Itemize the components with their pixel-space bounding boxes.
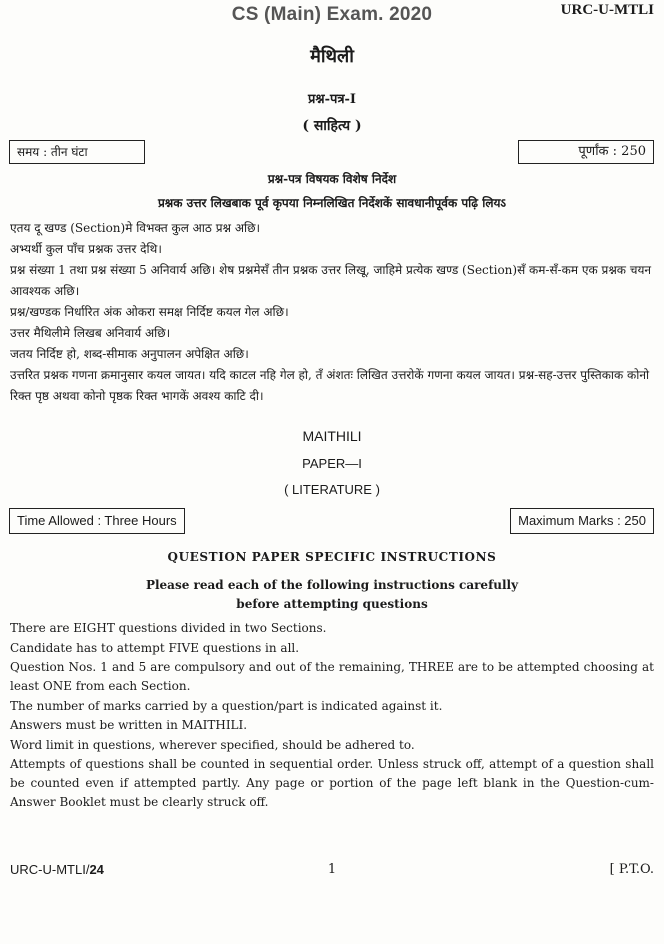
hindi-instructions-subheading: प्रश्नक उत्तर लिखबाक पूर्व कृपया निम्नलिखित निर्देशकें सावधानीपूर्वक पढ़ि लियऽ bbox=[157, 196, 507, 210]
list-item: प्रश्न/खण्डक निर्धारित अंक ओकरा समक्ष निर्दिष्ट कयल गेल अछि। bbox=[10, 305, 289, 319]
english-instructions-heading: QUESTION PAPER SPECIFIC INSTRUCTIONS bbox=[167, 550, 497, 564]
list-item: उत्तर मैथिलीमे लिखब अनिवार्य अछि। bbox=[10, 326, 171, 340]
list-item: Word limit in questions, wherever specified, should be adhered to. bbox=[10, 737, 415, 752]
english-title: MAITHILI bbox=[302, 428, 362, 444]
subheading-line-1: Please read each of the following instructions carefully bbox=[145, 578, 519, 592]
exam-title: CS (Main) Exam. 2020 bbox=[231, 4, 433, 25]
english-time-box: Time Allowed : Three Hours bbox=[9, 508, 185, 534]
list-item: There are EIGHT questions divided in two Sections. bbox=[10, 621, 327, 635]
page-number: 1 bbox=[327, 862, 337, 877]
list-item: Attempts of questions shall be counted in sequential order. Unless struck off, attempt of a question shall be counted even if attempted partly. Any page or portion of the page left blank in the Question-cum-Answer Booklet must be clearly struck off. bbox=[10, 757, 654, 809]
paper-code-top: URC-U-MTLI bbox=[560, 2, 654, 18]
hindi-time-box: समय : तीन घंटा bbox=[9, 140, 145, 164]
footer-code-number: 24 bbox=[89, 862, 104, 877]
hindi-paper: प्रश्न-पत्र-I bbox=[307, 92, 357, 107]
english-instructions-subheading bbox=[0, 576, 664, 614]
subheading-line-2: before attempting questions bbox=[236, 597, 428, 611]
list-item: अभ्यर्थी कुल पाँच प्रश्नक उत्तर देथि। bbox=[10, 242, 162, 256]
list-item: एतय दू खण्ड (Section)मे विभक्त कुल आठ प्रश्न अछि। bbox=[10, 221, 261, 235]
footer-code-prefix: URC-U-MTLI/ bbox=[10, 862, 90, 877]
list-item: Answers must be written in MAITHILI. bbox=[10, 718, 248, 732]
list-item: Question Nos. 1 and 5 are compulsory and out of the remaining, THREE are to be attempted choosing at least ONE from each Section. bbox=[10, 660, 654, 693]
english-marks-box: Maximum Marks : 250 bbox=[510, 508, 654, 534]
english-subject: ( LITERATURE ) bbox=[284, 482, 380, 497]
hindi-instructions-list bbox=[10, 218, 654, 407]
hindi-subject: ( साहित्य ) bbox=[302, 118, 362, 134]
english-paper: PAPER—I bbox=[302, 456, 362, 471]
hindi-title: मैथिली bbox=[310, 46, 354, 67]
hindi-marks-box: पूर्णांक : 250 bbox=[518, 140, 654, 164]
list-item: Candidate has to attempt FIVE questions in all. bbox=[10, 640, 300, 655]
list-item: The number of marks carried by a question/part is indicated against it. bbox=[10, 698, 443, 713]
pto-label: [ P.T.O. bbox=[609, 862, 654, 877]
english-instructions-list bbox=[10, 619, 654, 813]
list-item: जतय निर्दिष्ट हो, शब्द-सीमाक अनुपालन अपेक्षित अछि। bbox=[10, 347, 249, 361]
list-item: उत्तरित प्रश्नक गणना क्रमानुसार कयल जायत। यदि काटल नहि गेल हो, तँ अंशतः लिखित उत्तरोकें गणना कयल जायत। प्रश्न-सह-उत्तर पुस्तिकाक कोनो रिक्त पृष्ठ अथवा कोनो पृष्ठक रिक्त भागकें अवश्य काटि दी। bbox=[10, 368, 650, 403]
hindi-instructions-heading: प्रश्न-पत्र विषयक विशेष निर्देश bbox=[267, 172, 397, 186]
list-item: प्रश्न संख्या 1 तथा प्रश्न संख्या 5 अनिवार्य अछि। शेष प्रश्नमेसँ तीन प्रश्नक उत्तर लिखू, जाहिमे प्रत्येक खण्ड (Section)सँ कम-सँ-कम एक प्रश्नक चयन आवश्यक अछि। bbox=[10, 263, 652, 298]
